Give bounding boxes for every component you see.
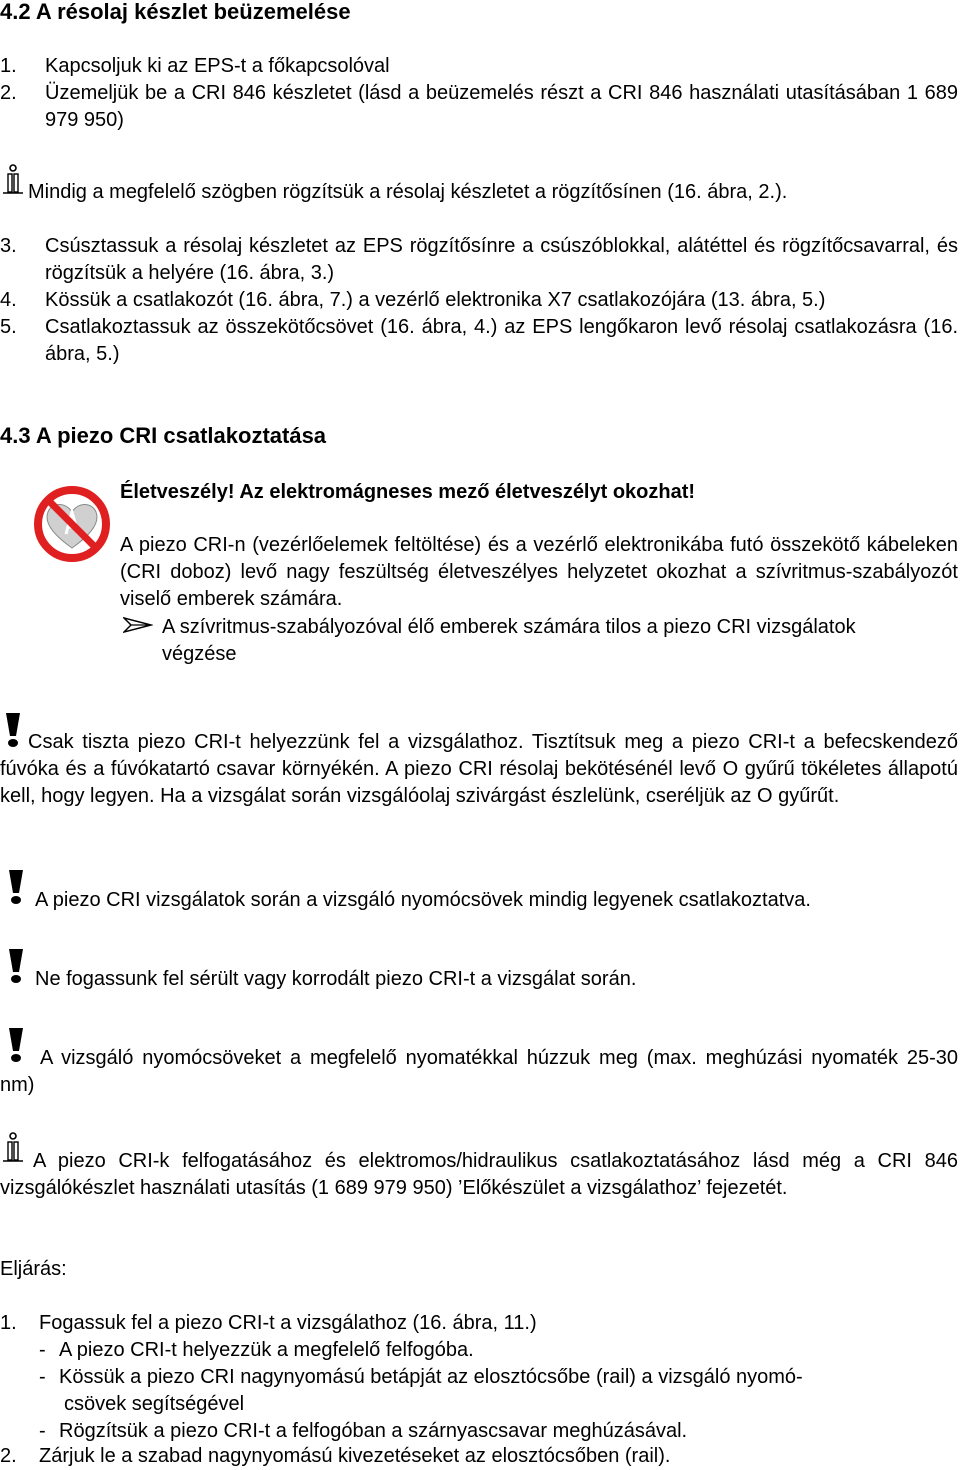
dash: -	[39, 1339, 46, 1361]
exclamation-icon	[5, 948, 27, 984]
arrow-bullet-icon	[123, 615, 153, 635]
step-text: Csatlakoztassuk az összekötőcsövet (16. ábra, 4.) az EPS lengőkaron levő résolaj csatlakozásra (16. ábra, 5.)	[45, 316, 958, 365]
step-number: 1.	[0, 55, 17, 77]
exclamation-icon	[5, 869, 27, 905]
arrow-note	[162, 614, 862, 668]
warning-clean-cri: Csak tiszta piezo CRI-t helyezzünk fel a vizsgálathoz. Tisztítsuk meg a piezo CRI-t a befecskendező fúvóka és a fúvókatartó csavar környékén. A piezo CRI résolaj bekötésénél levő O gyűrű tökéletes állapotú kell, hogy legyen. Ha a vizsgálat során vizsgálóolaj szivárgást észlelünk, cseréljük az O gyűrűt.	[0, 731, 958, 807]
procedure-substep	[39, 1337, 958, 1364]
info-note-connection: A piezo CRI-k felfogatásához és elektromos/hidraulikus csatlakoztatásához lásd még a CRI 846 vizsgálókészlet használati utasítás (1 689 979 950) ’Előkészület a vizsgálathoz’ fejezetét.	[0, 1150, 958, 1199]
warning-torque: A vizsgáló nyomócsöveket a megfelelő nyomatékkal húzzuk meg (max. meghúzási nyomaték 25-30 nm)	[0, 1047, 958, 1096]
procedure-step-1	[0, 1310, 958, 1337]
step-number: 3.	[0, 235, 17, 257]
step-number: 4.	[0, 289, 17, 311]
procedure-substep	[39, 1418, 958, 1445]
warning-damaged-cri: Ne fogassunk fel sérült vagy korrodált piezo CRI-t a vizsgálat során.	[35, 968, 637, 990]
step-number: 2.	[0, 82, 17, 104]
procedure-substep	[39, 1364, 958, 1391]
warning-pressure-pipes: A piezo CRI vizsgálatok során a vizsgáló nyomócsövek mindig legyenek csatlakoztatva.	[35, 889, 811, 911]
step-1	[0, 53, 958, 80]
no-pacemaker-icon	[32, 484, 112, 564]
step-text: Csúsztassuk a résolaj készletet az EPS rögzítősínre a csúszóblokkal, alátéttel és rögzítőcsavarral, és rögzítsük a helyére (16. ábra, 3.)	[45, 235, 958, 284]
step-number: 1.	[0, 1312, 17, 1334]
step-text: Kössük a csatlakozót (16. ábra, 7.) a vezérlő elektronika X7 csatlakozójára (13. ábra, 5.)	[45, 289, 826, 311]
section-title-4-3: 4.3 A piezo CRI csatlakoztatása	[0, 423, 327, 448]
info-note-angle: Mindig a megfelelő szögben rögzítsük a résolaj készletet a rögzítősínen (16. ábra, 2.).	[28, 181, 788, 203]
step-text: Üzemeljük be a CRI 846 készletet (lásd a beüzemelés részt a CRI 846 használati utasításában 1 689 979 950)	[45, 82, 958, 131]
step-text: Kapcsoljuk ki az EPS-t a főkapcsolóval	[45, 55, 390, 77]
procedure-step-2	[0, 1443, 958, 1470]
substep-text-continuation: csövek segítségével	[64, 1393, 245, 1415]
step-3	[0, 233, 958, 287]
step-text: Fogassuk fel a piezo CRI-t a vizsgálathoz (16. ábra, 11.)	[39, 1312, 537, 1334]
danger-text: A piezo CRI-n (vezérlőelemek feltöltése) és a vezérlő elektronikába futó összekötő kábeleken (CRI doboz) levő nagy feszültség életveszélyes helyzetet okozhat a szívritmus-szabályozót viselő emberek számára.	[120, 534, 958, 610]
substep-text: Rögzítsük a piezo CRI-t a felfogóban a szárnyascsavar meghúzásával.	[59, 1420, 688, 1442]
dash: -	[39, 1366, 46, 1388]
substep-text: A piezo CRI-t helyezzük a megfelelő felfogóba.	[59, 1339, 474, 1361]
danger-heading: Életveszély! Az elektromágneses mező életveszélyt okozhat!	[120, 481, 696, 503]
step-4	[0, 287, 958, 314]
substep-text: Kössük a piezo CRI nagynyomású betápját az elosztócsőbe (rail) a vizsgáló nyomó-	[59, 1366, 803, 1388]
step-2	[0, 80, 958, 134]
step-5	[0, 314, 958, 368]
info-icon	[2, 164, 24, 196]
step-text: Zárjuk le a szabad nagynyomású kivezetéseket az elosztócsőben (rail).	[39, 1445, 671, 1467]
step-number: 2.	[0, 1445, 17, 1467]
procedure-heading: Eljárás:	[0, 1258, 67, 1280]
arrow-note-text: A szívritmus-szabályozóval élő emberek számára tilos a piezo CRI vizsgálatok végzése	[162, 616, 856, 665]
step-number: 5.	[0, 316, 17, 338]
dash: -	[39, 1420, 46, 1442]
section-title-4-2: 4.2 A résolaj készlet beüzemelése	[0, 0, 351, 24]
